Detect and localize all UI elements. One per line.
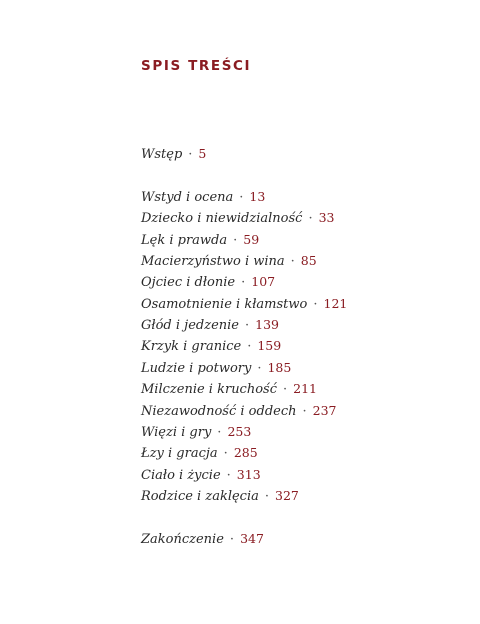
toc-entry-page: 85 [300, 253, 317, 268]
toc-entry-page: 211 [293, 381, 317, 396]
toc-separator: · [302, 404, 307, 419]
toc-entry-label: Łzy i gracja [141, 446, 218, 461]
toc-entry-label: Krzyk i granice [141, 339, 242, 354]
toc-entry-page: 285 [233, 445, 258, 460]
toc-entry [141, 381, 317, 398]
toc-separator: · [239, 190, 244, 205]
toc-separator: · [244, 318, 250, 333]
toc-entry-label: Wstyd i ocena [141, 190, 234, 205]
toc-separator: · [226, 468, 231, 483]
toc-entry [141, 232, 259, 249]
toc-entry-label: Milczenie i kruchość [141, 382, 277, 397]
toc-separator: · [188, 147, 193, 162]
toc-entry-label: Dziecko i niewidzialność [141, 211, 303, 226]
toc-entry-page: 159 [257, 338, 282, 353]
toc-entry-label: Lęk i prawda [141, 233, 228, 248]
toc-entry-label: Rodzice i zaklęcia [141, 489, 259, 504]
toc-title: SPIS TREŚCI [141, 58, 252, 74]
toc-entry [141, 488, 299, 505]
toc-entry [141, 317, 279, 334]
toc-entry [141, 296, 347, 313]
toc-entry [141, 253, 317, 270]
toc-entry [141, 210, 334, 227]
toc-entry [141, 360, 291, 377]
toc-separator: · [290, 254, 295, 269]
toc-entry-page: 139 [255, 317, 279, 332]
toc-entry-label: Wstęp [141, 147, 183, 162]
toc-entry [141, 424, 251, 441]
toc-entry-intro [141, 146, 206, 163]
toc-entry-label: Ojciec i dłonie [141, 275, 236, 290]
toc-entry-page: 59 [243, 232, 260, 247]
toc-separator: · [217, 425, 222, 440]
toc-entry-page: 5 [198, 146, 207, 161]
toc-entry-page: 107 [251, 274, 276, 289]
toc-separator: · [313, 297, 318, 312]
toc-separator: · [283, 382, 288, 397]
toc-entry-page: 185 [267, 360, 292, 375]
toc-entry-label: Niezawodność i oddech [141, 404, 297, 419]
toc-entry-page: 33 [318, 210, 335, 225]
toc-entry-ending [141, 531, 264, 548]
toc-entry-page: 121 [323, 296, 348, 311]
toc-entry-label: Osamotnienie i kłamstwo [141, 297, 308, 312]
toc-separator: · [233, 233, 238, 248]
toc-separator: · [229, 532, 235, 547]
toc-entry-page: 313 [236, 467, 261, 482]
toc-entry-page: 253 [227, 424, 252, 439]
toc-separator: · [308, 211, 313, 226]
toc-entry-label: Zakończenie [141, 532, 224, 547]
toc-entry [141, 338, 281, 355]
toc-entry-page: 13 [249, 189, 266, 204]
toc-entry-label: Macierzyństwo i wina [141, 254, 285, 269]
toc-entry-label: Ciało i życie [141, 468, 221, 483]
toc-entry [141, 189, 265, 206]
toc-entry-page: 327 [275, 488, 299, 503]
toc-entry-page: 347 [240, 531, 264, 546]
toc-entry-label: Ludzie i potwory [141, 361, 252, 376]
toc-separator: · [257, 361, 262, 376]
toc-separator: · [241, 275, 246, 290]
toc-entry [141, 274, 275, 291]
toc-entry-label: Głód i jedzenie [141, 318, 239, 333]
toc-entry [141, 403, 337, 420]
toc-entry-label: Więzi i gry [141, 425, 212, 440]
toc-entry [141, 445, 258, 462]
toc-entry-page: 237 [312, 403, 337, 418]
toc-separator: · [223, 446, 228, 461]
toc-separator: · [264, 489, 269, 504]
toc-separator: · [247, 339, 252, 354]
toc-entry [141, 467, 261, 484]
